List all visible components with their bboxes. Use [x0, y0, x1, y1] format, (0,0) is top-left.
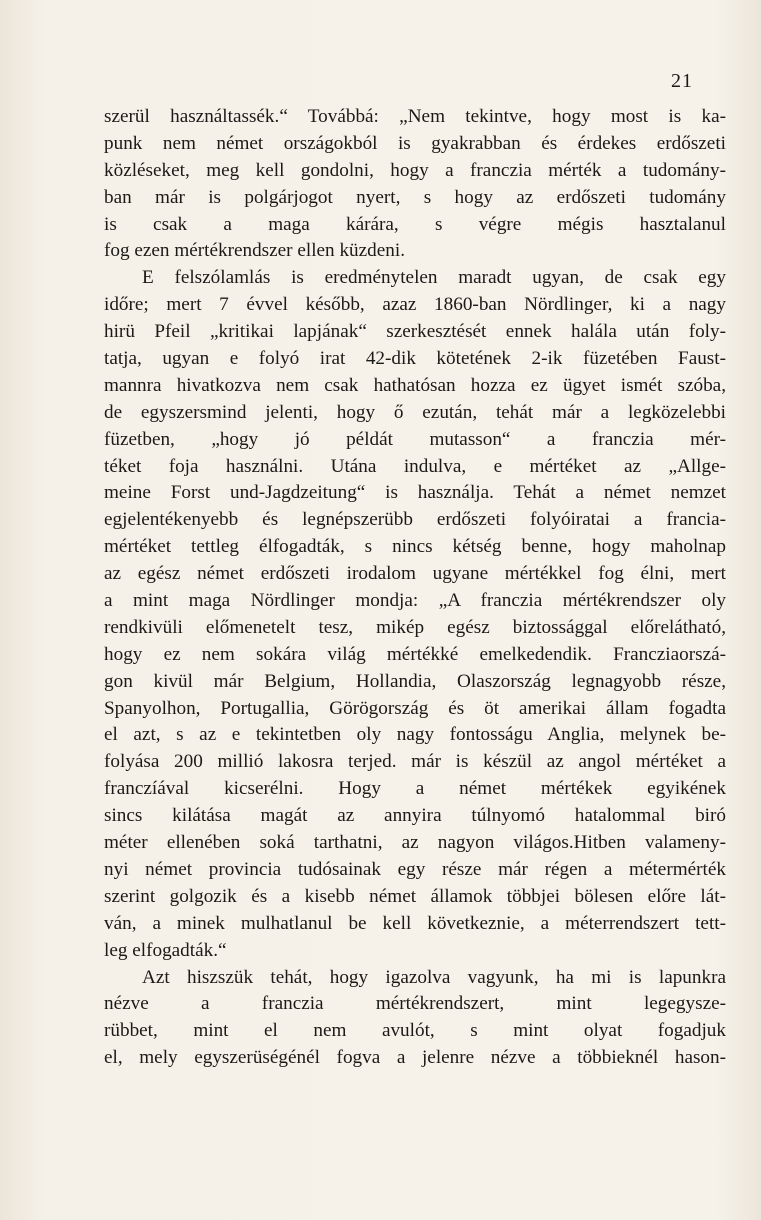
text-line: a mint maga Nördlinger mondja: „A franczia mértékrendszer oly	[104, 590, 726, 612]
text-line: hogy ez nem sokára világ mértékké emelkedendik. Francziaorszá-	[104, 643, 726, 665]
text-line: méter ellenében soká tarthatni, az nagyon világos.Hitben valameny-	[104, 832, 726, 854]
text-line: gon kivül már Belgium, Hollandia, Olaszország legnagyobb része,	[104, 670, 726, 692]
text-line: időre; mert 7 évvel később, azaz 1860-ban Nördlinger, ki a nagy	[104, 294, 726, 316]
text-line: folyása 200 millió lakosra terjed. már is készül az angol mértéket a	[104, 751, 726, 773]
text-line: szerül használtassék.“ Továbbá: „Nem tekintve, hogy most is ka-	[104, 106, 726, 127]
text-line: nyi német provincia tudósainak egy része már régen a métermérték	[104, 858, 726, 880]
page-number: 21	[671, 70, 693, 92]
text-line: mértéket tettleg élfogadták, s nincs kétség benne, hogy maholnap	[104, 536, 726, 558]
text-line: is csak a maga kárára, s végre mégis hasztalanul	[104, 213, 726, 235]
text-line: E felszólamlás is eredménytelen maradt ugyan, de csak egy	[142, 267, 726, 289]
text-line: meine Forst und-Jagdzeitung“ is használja. Tehát a német nemzet	[104, 482, 726, 504]
text-line: tatja, ugyan e folyó irat 42-dik kötetének 2-ik füzetében Faust-	[104, 348, 726, 370]
text-line: leg elfogadták.“	[104, 939, 227, 961]
text-line: egjelentékenyebb és legnépszerübb erdőszeti folyóiratai a francia-	[104, 509, 726, 531]
text-line: hirü Pfeil „kritikai lapjának“ szerkesztését ennek halála után foly-	[104, 321, 726, 343]
text-line: rendkivüli előmenetelt tesz, mikép egész biztossággal előrelátható,	[104, 616, 726, 638]
text-line: nézve a franczia mértékrendszert, mint legegysze-	[104, 993, 726, 1015]
text-line: mannra hivatkozva nem csak hathatósan hozza ez ügyet ismét szóba,	[104, 374, 726, 396]
text-line: szerint golgozik és a kisebb német államok többjei bölesen előre lát-	[104, 885, 726, 907]
text-line: de egyszersmind jelenti, hogy ő ezután, tehát már a legközelebbi	[104, 401, 726, 423]
text-line: közléseket, meg kell gondolni, hogy a franczia mérték a tudomány-	[104, 159, 726, 181]
text-line: ván, a minek mulhatlanul be kell következnie, a méterrendszert tett-	[104, 912, 726, 934]
text-line: franczíával kicserélni. Hogy a német mértékek egyikének	[104, 778, 726, 800]
text-line: punk nem német országokból is gyakrabban és érdekes erdőszeti	[104, 132, 726, 154]
text-line: sincs kilátása magát az annyira túlnyomó hatalommal biró	[104, 805, 726, 827]
text-line: az egész német erdőszeti irodalom ugyane mértékkel fog élni, mert	[104, 563, 726, 585]
text-line: téket foja használni. Utána indulva, e mértéket az „Allge-	[104, 455, 726, 477]
body-text	[104, 104, 726, 1072]
text-line: ban már is polgárjogot nyert, s hogy az erdőszeti tudomány	[104, 186, 726, 208]
text-line: fog ezen mértékrendszer ellen küzdeni.	[104, 240, 405, 262]
text-line: el, mely egyszerüségénél fogva a jelenre nézve a többieknél hason-	[104, 1047, 726, 1069]
text-line: Azt hiszszük tehát, hogy igazolva vagyunk, ha mi is lapunkra	[142, 966, 726, 988]
text-line: füzetben, „hogy jó példát mutasson“ a franczia mér-	[104, 428, 726, 450]
text-line: rübbet, mint el nem avulót, s mint olyat fogadjuk	[104, 1020, 726, 1042]
text-line: el azt, s az e tekintetben oly nagy fontosságu Anglia, melynek be-	[104, 724, 726, 746]
text-line: Spanyolhon, Portugallia, Görögország és öt amerikai állam fogadta	[104, 697, 726, 719]
